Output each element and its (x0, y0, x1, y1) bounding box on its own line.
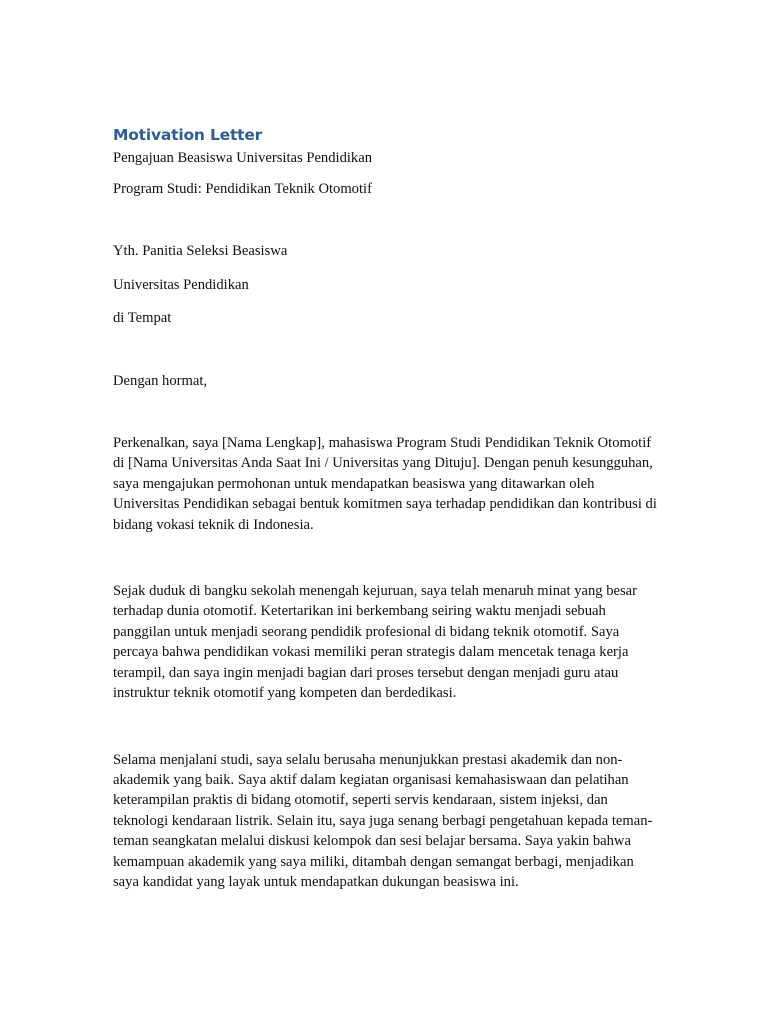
recipient-line-3: di Tempat (113, 310, 172, 327)
recipient-line-2: Universitas Pendidikan (113, 276, 249, 293)
paragraph-intro: Perkenalkan, saya [Nama Lengkap], mahasiswa Program Studi Pendidikan Teknik Otomotif di [Nama Universitas Anda Saat Ini / Universitas yang Dituju]. Dengan penuh kesungguhan, saya mengajukan permohonan untuk mendapatkan beasiswa yang ditawarkan oleh Universitas Pendidikan sebagai bentuk komitmen saya terhadap pendidikan dan kontribusi di bidang vokasi teknik di Indonesia. (113, 435, 657, 533)
recipient-line-1: Yth. Panitia Seleksi Beasiswa (113, 243, 288, 260)
paragraph-achievements: Selama menjalani studi, saya selalu berusaha menunjukkan prestasi akademik dan non-akademik yang baik. Saya aktif dalam kegiatan organisasi kemahasiswaan dan pelatihan keterampilan praktis di bidang otomotif, seperti servis kendaraan, sistem injeksi, dan teknologi kendaraan listrik. Selain itu, saya juga senang berbagi pengetahuan kepada teman-teman seangkatan melalui diskusi kelompok dan sesi belajar bersama. Saya yakin bahwa kemampuan akademik yang saya miliki, ditambah dengan semangat berbagi, menjadikan saya kandidat yang layak untuk mendapatkan dukungan beasiswa ini. (113, 751, 653, 890)
paragraph-motivation: Sejak duduk di bangku sekolah menengah kejuruan, saya telah menaruh minat yang besar terhadap dunia otomotif. Ketertarikan ini berkembang seiring waktu menjadi sebuah panggilan untuk menjadi seorang pendidik profesional di bidang teknik otomotif. Saya percaya bahwa pendidikan vokasi memiliki peran strategis dalam mencetak tenaga kerja terampil, dan saya ingin menjadi bagian dari proses tersebut dengan menjadi guru atau instruktur teknik otomotif yang kompeten dan berdedikasi. (113, 583, 637, 702)
letter-body (113, 124, 658, 892)
greeting: Dengan hormat, (113, 372, 208, 389)
program-line: Program Studi: Pendidikan Teknik Otomotif (113, 181, 372, 197)
letter-title: Motivation Letter (113, 126, 263, 144)
letter-subtitle: Pengajuan Beasiswa Universitas Pendidikan (113, 150, 372, 166)
